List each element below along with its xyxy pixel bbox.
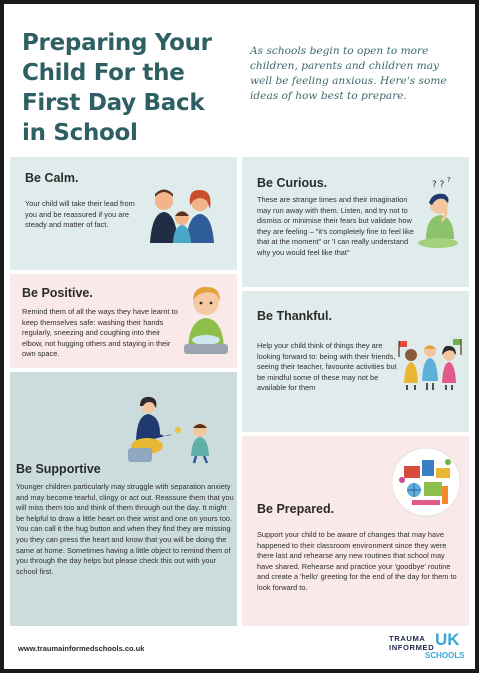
section-be-thankful bbox=[242, 291, 469, 432]
family-illustration bbox=[140, 185, 222, 245]
intro-text: As schools begin to open to more children, parents and children may well be feeling anxious. Here's some ideas of how best to prepare. bbox=[250, 45, 447, 102]
section-text: Your child will take their lead from you and be reassured if you are steady and matter of fact. bbox=[25, 199, 135, 230]
section-be-curious bbox=[242, 157, 469, 287]
section-text: These are strange times and their imagination may run away with them. Listen, and try not to dismiss or minimise their fears but validate how they are feeling – "it's completely fine to feel like that at the moment" or 'I can really understand why you would feel like that" bbox=[257, 195, 414, 257]
celebrating-children-illustration bbox=[397, 335, 465, 391]
school-supplies-illustration bbox=[390, 446, 462, 518]
logo-text-schools: SCHOOLS bbox=[425, 651, 465, 660]
section-heading: Be Thankful. bbox=[257, 309, 333, 323]
infographic-page bbox=[4, 4, 475, 669]
website-link[interactable]: www.traumainformedschools.co.uk bbox=[18, 644, 145, 653]
page-title: Preparing Your Child For the First Day Back in School bbox=[22, 30, 212, 146]
section-text: Remind them of all the ways they have learnt to keep themselves safe: washing their hands regularly, sneezing and coughing into their elbow, not hugging others and staying in their own space. bbox=[22, 307, 178, 359]
section-text: Help your child think of things they are looking forward to: being with their friends, seeing their teacher, favourite activities but be mindful some of these may not be available for them bbox=[257, 341, 397, 393]
parent-and-child-illustration bbox=[120, 394, 220, 464]
section-heading: Be Supportive bbox=[16, 462, 101, 476]
section-be-positive bbox=[10, 274, 237, 368]
thinking-child-illustration bbox=[414, 175, 466, 250]
handwashing-child-illustration bbox=[180, 282, 232, 358]
logo-text-informed: INFORMED bbox=[389, 643, 435, 652]
section-be-prepared bbox=[242, 436, 469, 626]
logo-text-trauma: TRAUMA bbox=[389, 634, 426, 643]
section-heading: Be Curious. bbox=[257, 176, 328, 190]
logo-text-uk: UK bbox=[435, 630, 460, 649]
section-be-calm bbox=[10, 157, 237, 270]
section-heading: Be Positive. bbox=[22, 286, 93, 300]
trauma-informed-schools-logo bbox=[389, 630, 465, 664]
section-text: Support your child to be aware of changes that may have happened to their classroom environment since they were there last and rehearse any new routines that school may have shared. Rehearse and practice your 'goodbye' routine and create a 'hello' greeting for the end of the day for them to look forward to. bbox=[257, 530, 457, 592]
section-be-supportive bbox=[10, 372, 237, 626]
section-heading: Be Prepared. bbox=[257, 502, 335, 516]
svg-text:? ?: ? ? bbox=[432, 180, 445, 190]
section-heading: Be Calm. bbox=[25, 171, 79, 185]
svg-text:?: ? bbox=[447, 176, 451, 184]
section-text: Younger children particularly may struggle with separation anxiety and may become tearful, clingy or act out. Reassure them that you will miss them too and think of them through out the day. It might be helpful to draw a little heart on their wrist and one on yours too. You can call it the hug button and when they find they are missing you they can press the heart and know that you will be doing the same at home. Sometimes having a little object to remind them of you through the day helps but please check this out with your school first. bbox=[16, 482, 234, 576]
